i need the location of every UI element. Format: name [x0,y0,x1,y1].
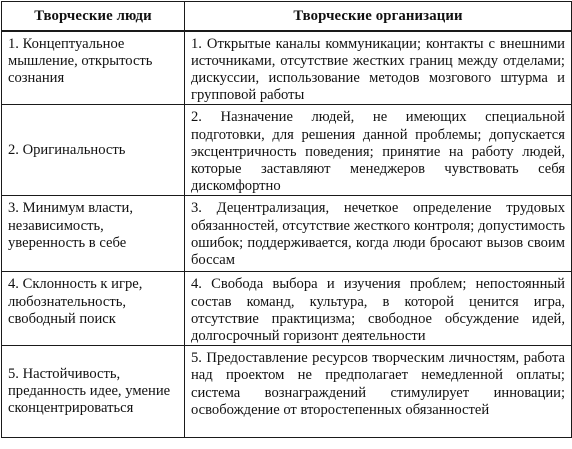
table-row [2,105,572,196]
people-trait-cell: 2. Оригинальность [2,105,185,196]
organization-feature-cell: 4. Свобода выбора и изучения проблем; непостоянный состав команд, культура, в которой ценится игра, отсутствие практицизма; свободное обсуждение идей, долгосрочный горизонт деятельности [185,272,572,346]
header-creative-people: Творческие люди [2,2,185,31]
table-row [2,196,572,272]
people-trait-cell: 3. Минимум власти, независимость, уверенность в себе [2,196,185,272]
table-row [2,346,572,438]
header-row [2,2,572,31]
organization-feature-cell: 2. Назначение людей, не имеющих специальной подготовки, для решения данной проблемы; допускается эксцентричность поведения; принятие на работу людей, которые заставляют менеджеров чувствовать себя дискомфортно [185,105,572,196]
organization-feature-cell: 5. Предоставление ресурсов творческим личностям, работа над проектом не предполагает немедленной оплаты; система вознаграждений стимулирует инновации; освобождение от второстепенных обязанностей [185,346,572,438]
organization-feature-cell: 1. Открытые каналы коммуникации; контакты с внешними источниками, отсутствие жестких границ между отделами; дискуссии, использование методов мозгового штурма и групповой работы [185,31,572,105]
comparison-table [1,1,572,438]
header-creative-organizations: Творческие организации [185,2,572,31]
table-row [2,31,572,105]
people-trait-cell: 1. Концептуальное мышление, открытость сознания [2,31,185,105]
organization-feature-cell: 3. Децентрализация, нечеткое определение трудовых обязанностей, отсутствие жесткого контроля; допустимость ошибок; поддерживается, когда люди бросают вызов своим боссам [185,196,572,272]
people-trait-cell: 5. Настойчивость, преданность идее, умение сконцентрироваться [2,346,185,438]
people-trait-cell: 4. Склонность к игре, любознательность, свободный поиск [2,272,185,346]
table-row [2,272,572,346]
